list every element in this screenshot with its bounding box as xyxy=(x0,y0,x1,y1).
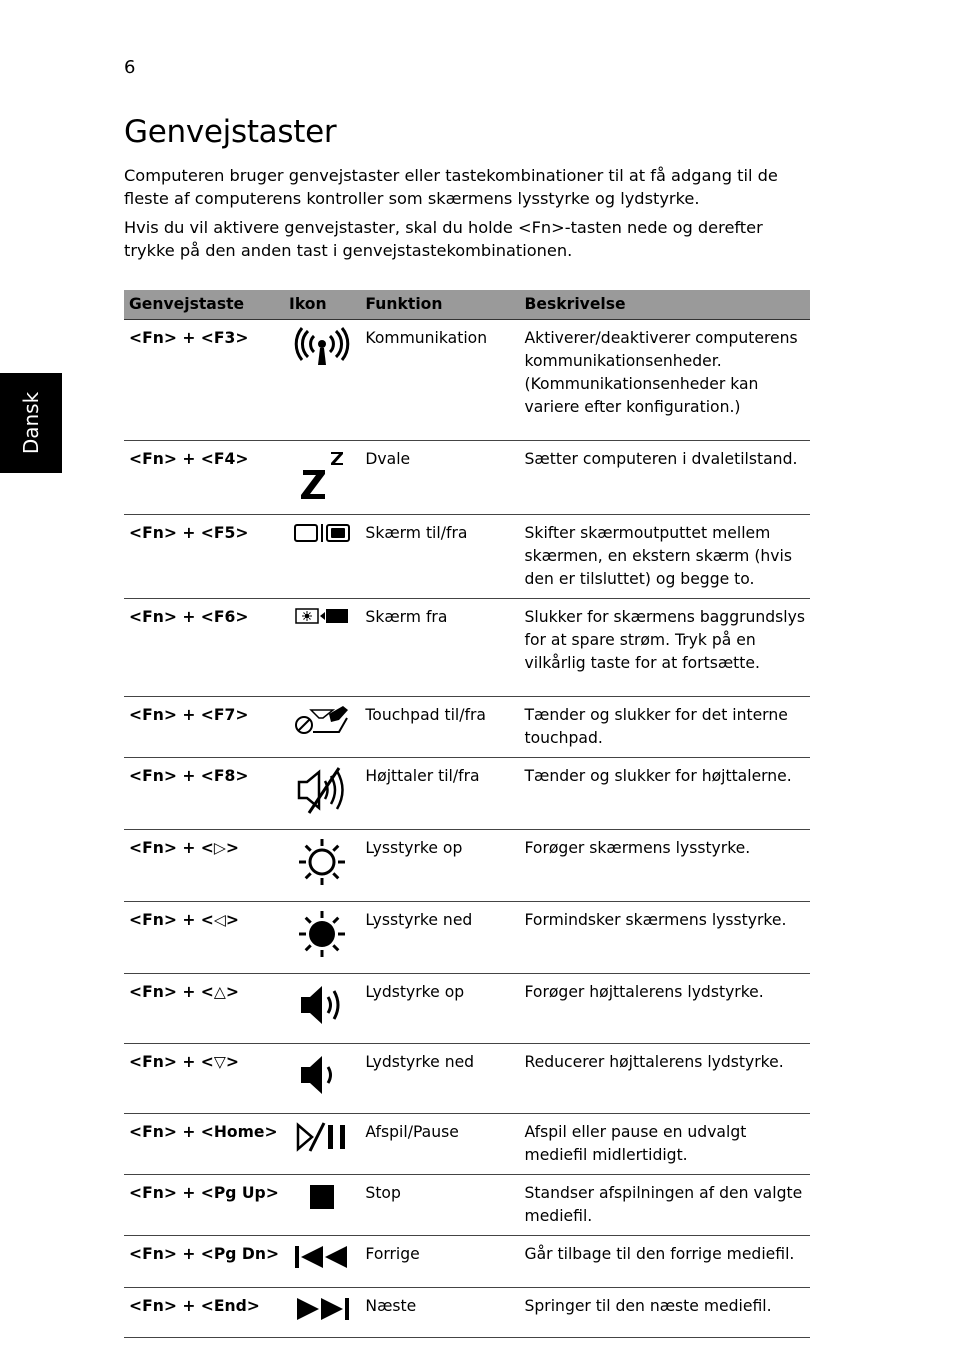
description-cell: Går tilbage til den forrige mediefil. xyxy=(520,1236,810,1288)
table-row xyxy=(124,1288,810,1338)
description-cell: Reducerer højttalerens lydstyrke. xyxy=(520,1044,810,1114)
next-track-icon xyxy=(293,1295,351,1323)
table-row xyxy=(124,599,810,697)
table-row xyxy=(124,441,810,515)
function-cell: Næste xyxy=(360,1288,519,1338)
function-cell: Lysstyrke ned xyxy=(360,902,519,974)
function-cell: Lydstyrke op xyxy=(360,974,519,1044)
function-cell: Touchpad til/fra xyxy=(360,697,519,758)
table-row xyxy=(124,1114,810,1175)
page-number: 6 xyxy=(124,57,136,78)
volume-up-icon xyxy=(297,981,347,1029)
description-cell: Forøger højttalerens lydstyrke. xyxy=(520,974,810,1044)
description-cell: Aktiverer/deaktiverer computerens kommunikationsenheder. (Kommunikationsenheder kan variere efter konfiguration.) xyxy=(520,320,810,441)
description-cell: Springer til den næste mediefil. xyxy=(520,1288,810,1338)
language-side-tab xyxy=(0,373,62,473)
function-cell: Stop xyxy=(360,1175,519,1236)
stop-icon xyxy=(307,1182,337,1212)
wireless-communication-icon xyxy=(294,327,350,369)
speaker-mute-icon xyxy=(295,765,349,815)
header-hotkey: Genvejstaste xyxy=(124,290,284,320)
table-row xyxy=(124,902,810,974)
brightness-up-icon xyxy=(297,837,347,887)
hotkey-cell: <Fn> + <F7> xyxy=(124,697,284,758)
description-cell: Tænder og slukker for det interne touchpad. xyxy=(520,697,810,758)
table-row xyxy=(124,515,810,599)
table-row xyxy=(124,830,810,902)
function-cell: Højttaler til/fra xyxy=(360,758,519,830)
previous-track-icon xyxy=(293,1243,351,1271)
description-cell: Tænder og slukker for højttalerne. xyxy=(520,758,810,830)
hotkey-cell: <Fn> + <▽> xyxy=(124,1044,284,1114)
description-cell: Slukker for skærmens baggrundslys for at spare strøm. Tryk på en vilkårlig taste for at fortsætte. xyxy=(520,599,810,697)
table-row xyxy=(124,974,810,1044)
header-icon: Ikon xyxy=(284,290,360,320)
header-function: Funktion xyxy=(360,290,519,320)
function-cell: Lydstyrke ned xyxy=(360,1044,519,1114)
function-cell: Skærm til/fra xyxy=(360,515,519,599)
description-cell: Formindsker skærmens lysstyrke. xyxy=(520,902,810,974)
side-tab-label: Dansk xyxy=(19,391,43,455)
hotkey-cell: <Fn> + <End> xyxy=(124,1288,284,1338)
table-header-row xyxy=(124,290,810,320)
description-cell: Forøger skærmens lysstyrke. xyxy=(520,830,810,902)
hotkey-cell: <Fn> + <△> xyxy=(124,974,284,1044)
table-row xyxy=(124,758,810,830)
hotkey-cell: <Fn> + <Pg Up> xyxy=(124,1175,284,1236)
table-row xyxy=(124,1044,810,1114)
instruction-paragraph: Hvis du vil aktivere genvejstaster, skal du holde <Fn>-tasten nede og derefter trykke på den anden tast i genvejstastekombinationen. xyxy=(124,218,763,260)
screen-off-icon xyxy=(293,606,351,626)
description-cell: Standser afspilningen af den valgte mediefil. xyxy=(520,1175,810,1236)
hotkey-cell: <Fn> + <Home> xyxy=(124,1114,284,1175)
function-cell: Kommunikation xyxy=(360,320,519,441)
hotkey-cell: <Fn> + <F3> xyxy=(124,320,284,441)
brightness-down-icon xyxy=(297,909,347,959)
hotkey-cell: <Fn> + <F4> xyxy=(124,441,284,515)
table-row xyxy=(124,1236,810,1288)
hotkey-cell: <Fn> + <F5> xyxy=(124,515,284,599)
volume-down-icon xyxy=(297,1051,347,1099)
function-cell: Afspil/Pause xyxy=(360,1114,519,1175)
table-row xyxy=(124,1175,810,1236)
description-cell: Afspil eller pause en udvalgt mediefil midlertidigt. xyxy=(520,1114,810,1175)
description-cell: Skifter skærmoutputtet mellem skærmen, en ekstern skærm (hvis den er tilsluttet) og begge to. xyxy=(520,515,810,599)
hotkey-cell: <Fn> + <Pg Dn> xyxy=(124,1236,284,1288)
table-row xyxy=(124,697,810,758)
play-pause-icon xyxy=(294,1121,350,1153)
function-cell: Forrige xyxy=(360,1236,519,1288)
touchpad-toggle-icon xyxy=(293,704,351,736)
hotkey-cell: <Fn> + <▷> xyxy=(124,830,284,902)
table-row xyxy=(124,320,810,441)
hotkey-table xyxy=(124,290,810,1338)
function-cell: Dvale xyxy=(360,441,519,515)
description-cell: Sætter computeren i dvaletilstand. xyxy=(520,441,810,515)
hotkey-cell: <Fn> + <F8> xyxy=(124,758,284,830)
intro-paragraph: Computeren bruger genvejstaster eller tastekombinationer til at få adgang til de fleste af computerens kontroller som skærmens lysstyrke og lydstyrke. xyxy=(124,166,778,208)
hotkey-cell: <Fn> + <◁> xyxy=(124,902,284,974)
header-description: Beskrivelse xyxy=(520,290,810,320)
function-cell: Lysstyrke op xyxy=(360,830,519,902)
page-title: Genvejstaster xyxy=(124,114,337,150)
hotkey-cell: <Fn> + <F6> xyxy=(124,599,284,697)
display-toggle-icon xyxy=(293,522,351,544)
sleep-icon xyxy=(297,448,347,500)
function-cell: Skærm fra xyxy=(360,599,519,697)
